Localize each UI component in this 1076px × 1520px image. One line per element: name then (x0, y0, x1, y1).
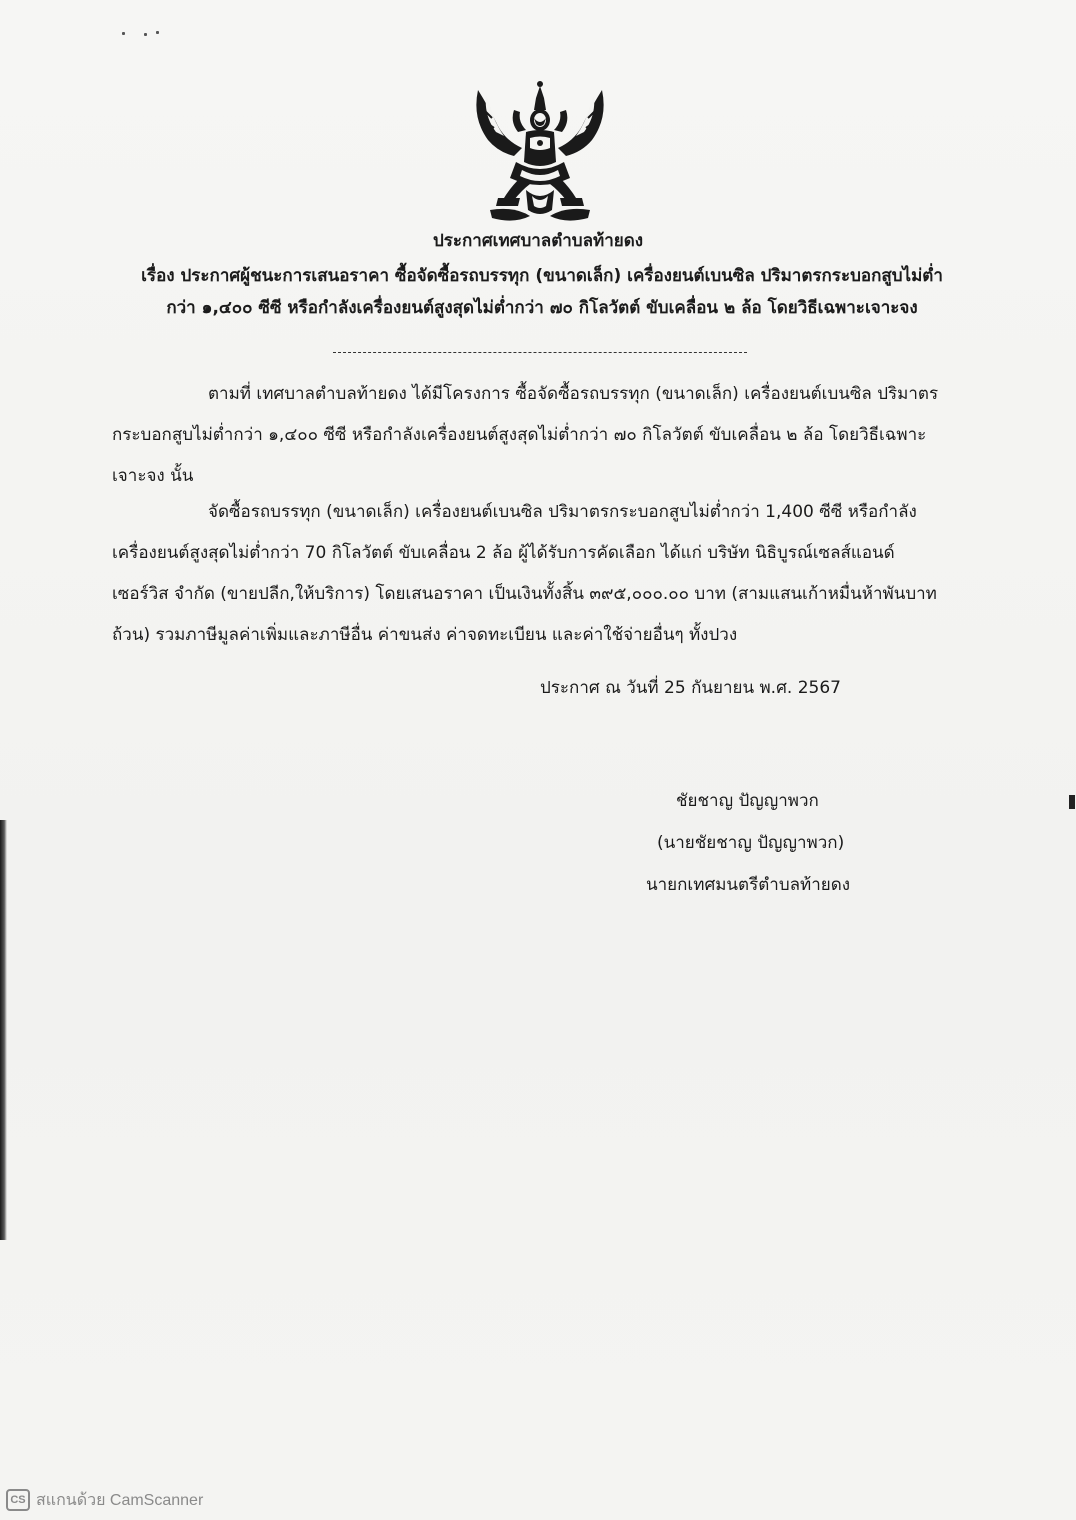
signature: ชัยชาญ ปัญญาพวก (676, 791, 819, 811)
paragraph-line: กระบอกสูบไม่ต่ำกว่า ๑,๔๐๐ ซีซี หรือกำลังเครื่องยนต์สูงสุดไม่ต่ำกว่า ๗๐ กิโลวัตต์ ขับเคลื่อน ๒ ล้อ โดยวิธีเฉพาะ (112, 425, 927, 445)
paragraph-line: เซอร์วิส จำกัด (ขายปลีก,ให้บริการ) โดยเสนอราคา เป็นเงินทั้งสิ้น ๓๙๕,๐๐๐.๐๐ บาท (สามแสนเก้าหมื่นห้าพันบาท (112, 584, 937, 604)
signer-position: นายกเทศมนตรีตำบลท้ายดง (646, 875, 851, 895)
subject-line-1: เรื่อง ประกาศผู้ชนะการเสนอราคา ซื้อจัดซื้อรถบรรทุก (ขนาดเล็ก) เครื่องยนต์เบนซิล ปริมาตรกระบอกสูบไม่ต่ำ (141, 266, 943, 286)
paragraph-line: ถ้วน) รวมภาษีมูลค่าเพิ่มและภาษีอื่น ค่าขนส่ง ค่าจดทะเบียน และค่าใช้จ่ายอื่นๆ ทั้งปวง (112, 625, 738, 645)
announcement-date: ประกาศ ณ วันที่ 25 กันยายน พ.ศ. 2567 (540, 678, 841, 698)
paragraph-winner (112, 492, 972, 656)
camscanner-logo-icon: CS (6, 1489, 30, 1511)
watermark-text: สแกนด้วย CamScanner (36, 1491, 204, 1509)
document-title: ประกาศเทศบาลตำบลท้ายดง (432, 231, 644, 251)
document-subject (112, 260, 972, 324)
scan-edge-shadow (0, 820, 7, 1240)
camscanner-watermark (6, 1488, 203, 1512)
paragraph-line: ตามที่ เทศบาลตำบลท้ายดง ได้มีโครงการ ซื้อจัดซื้อรถบรรทุก (ขนาดเล็ก) เครื่องยนต์เบนซิล ปริมาตร (208, 384, 939, 404)
signer-full-name: (นายชัยชาญ ปัญญาพวก) (657, 833, 845, 853)
garuda-emblem-icon (470, 78, 610, 228)
scan-edge-mark (1069, 795, 1075, 809)
divider-line (333, 352, 747, 353)
paragraph-line: จัดซื้อรถบรรทุก (ขนาดเล็ก) เครื่องยนต์เบนซิล ปริมาตรกระบอกสูบไม่ต่ำกว่า 1,400 ซีซี หรือกำลัง (208, 502, 917, 522)
paragraph-line: เครื่องยนต์สูงสุดไม่ต่ำกว่า 70 กิโลวัตต์ ขับเคลื่อน 2 ล้อ ผู้ได้รับการคัดเลือก ได้แก่ บริษัท นิธิบูรณ์เซลส์แอนด์ (112, 543, 895, 563)
subject-line-2: กว่า ๑,๔๐๐ ซีซี หรือกำลังเครื่องยนต์สูงสุดไม่ต่ำกว่า ๗๐ กิโลวัตต์ ขับเคลื่อน ๒ ล้อ โดยวิธีเฉพาะเจาะจง (166, 298, 918, 318)
paragraph-project (112, 374, 972, 497)
paragraph-line: เจาะจง นั้น (112, 466, 194, 486)
